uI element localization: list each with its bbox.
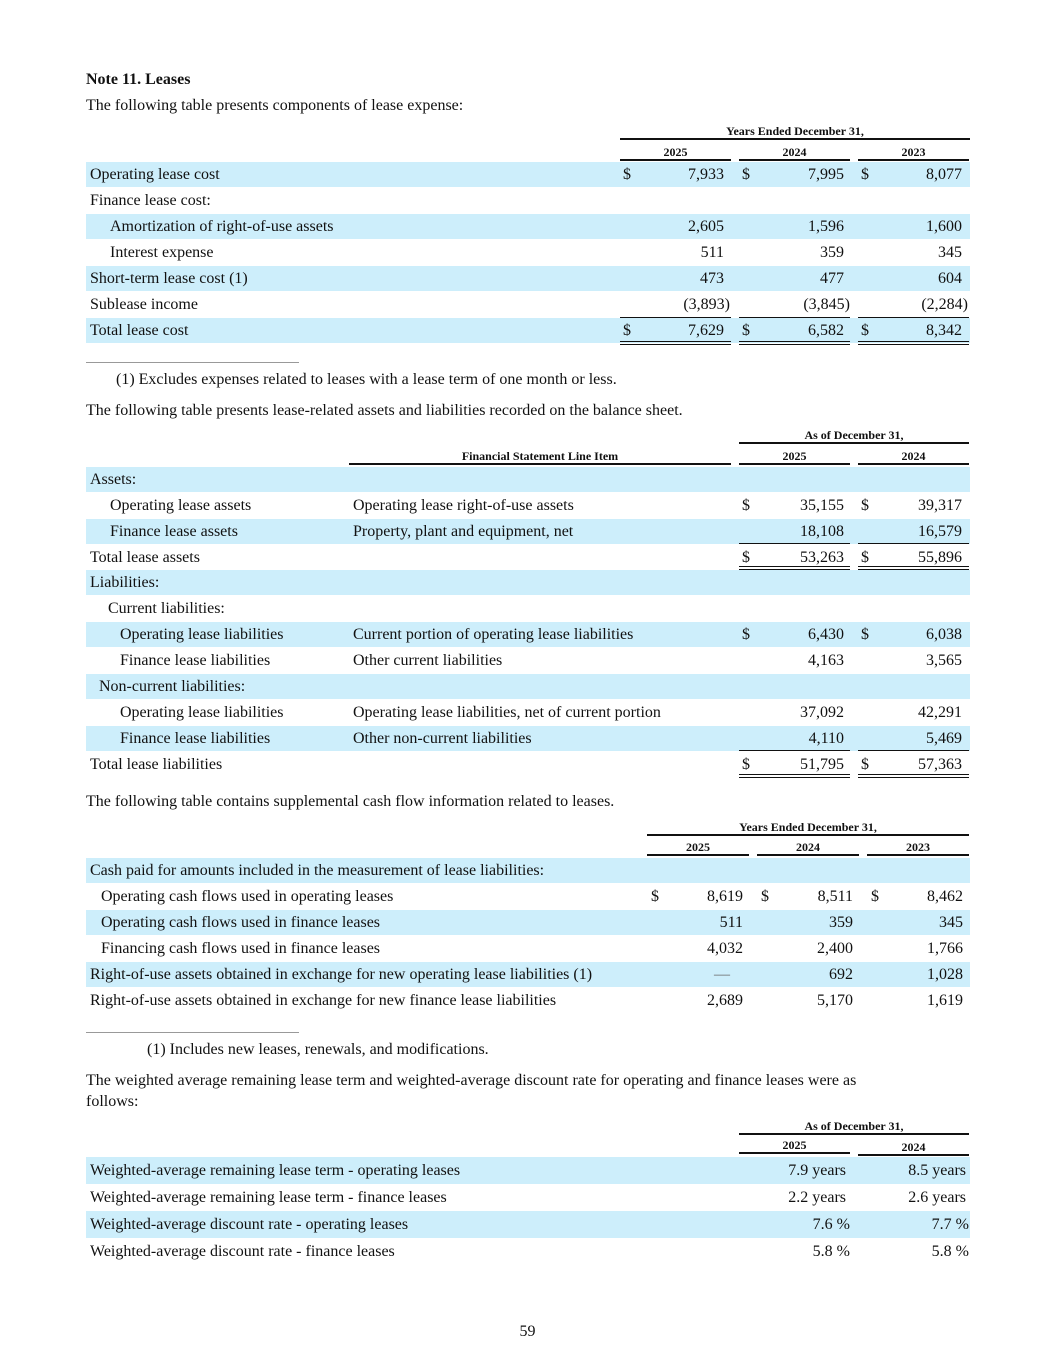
subtotal-rule bbox=[858, 317, 969, 318]
currency-symbol: $ bbox=[651, 888, 659, 905]
table3-value: 2,400 bbox=[817, 940, 853, 957]
table2-line-item: Operating lease liabilities, net of current portion bbox=[353, 704, 661, 721]
currency-symbol: $ bbox=[623, 166, 631, 183]
table1-value: (2,284) bbox=[921, 296, 968, 313]
footnote-rule bbox=[86, 362, 299, 363]
table2-row-label: Total lease assets bbox=[90, 549, 200, 566]
currency-symbol: $ bbox=[861, 626, 869, 643]
note-title: Note 11. Leases bbox=[86, 71, 191, 88]
currency-symbol: $ bbox=[742, 626, 750, 643]
table2-value: 55,896 bbox=[918, 549, 962, 566]
table2-value: 6,038 bbox=[926, 626, 962, 643]
table1-value: 7,933 bbox=[688, 166, 724, 183]
total-double-rule bbox=[858, 566, 969, 570]
table2-value: 18,108 bbox=[800, 523, 844, 540]
table3-value: 2,689 bbox=[707, 992, 743, 1009]
table4-row-label: Weighted-average discount rate - operating leases bbox=[90, 1216, 409, 1233]
currency-symbol: $ bbox=[861, 497, 869, 514]
table3-period-header: Years Ended December 31, bbox=[647, 820, 969, 836]
total-double-rule bbox=[739, 341, 850, 345]
table2-value: 42,291 bbox=[918, 704, 962, 721]
table3-row-label: Right-of-use assets obtained in exchange for new operating lease liabilities (1) bbox=[90, 966, 593, 983]
table2-value: 16,579 bbox=[918, 523, 962, 540]
table1-row-label: Total lease cost bbox=[90, 322, 189, 339]
table1-period-header: Years Ended December 31, bbox=[620, 124, 970, 140]
table3-value: 5,170 bbox=[817, 992, 853, 1009]
currency-symbol: $ bbox=[871, 888, 879, 905]
table2-row-label: Liabilities: bbox=[90, 574, 160, 591]
table2-row-label: Assets: bbox=[90, 471, 137, 488]
table3-row-label: Operating cash flows used in operating leases bbox=[101, 888, 394, 905]
total-double-rule bbox=[739, 566, 850, 570]
table2-value: 4,163 bbox=[808, 652, 844, 669]
table2-period-header: As of December 31, bbox=[739, 428, 969, 444]
table4-row-label: Weighted-average remaining lease term - operating leases bbox=[90, 1162, 461, 1179]
table1-value: 6,582 bbox=[808, 322, 844, 339]
table4-intro-line2: follows: bbox=[86, 1093, 139, 1110]
table1-year-col2: 2024 bbox=[739, 145, 850, 161]
table2-row-label: Operating lease liabilities bbox=[120, 626, 284, 643]
table2-row-label: Finance lease liabilities bbox=[120, 730, 271, 747]
table3-value: 345 bbox=[939, 914, 963, 931]
subtotal-rule bbox=[739, 750, 850, 751]
table1-row-label: Interest expense bbox=[110, 244, 214, 261]
table4-row-label: Weighted-average remaining lease term - finance leases bbox=[90, 1189, 447, 1206]
footnote-rule bbox=[86, 1032, 299, 1033]
currency-symbol: $ bbox=[742, 322, 750, 339]
table4-intro-line1: The weighted average remaining lease term and weighted-average discount rate for operating and finance leases were as bbox=[86, 1072, 857, 1089]
table2-value: 51,795 bbox=[800, 756, 844, 773]
table3-year-col2: 2024 bbox=[757, 840, 859, 856]
total-double-rule bbox=[858, 341, 969, 345]
table3-row-label: Operating cash flows used in finance leases bbox=[101, 914, 381, 931]
table3-row-label: Financing cash flows used in finance leases bbox=[101, 940, 381, 957]
table3-value: 4,032 bbox=[707, 940, 743, 957]
table2-row-label: Operating lease assets bbox=[110, 497, 252, 514]
table2-row-label: Non-current liabilities: bbox=[99, 678, 246, 695]
table2-line-item: Property, plant and equipment, net bbox=[353, 523, 574, 540]
total-double-rule bbox=[858, 774, 969, 778]
table1-year-col3: 2023 bbox=[858, 145, 969, 161]
table2-row-label: Total lease liabilities bbox=[90, 756, 223, 773]
table3-value: 8,511 bbox=[817, 888, 853, 905]
currency-symbol: $ bbox=[861, 549, 869, 566]
currency-symbol: $ bbox=[742, 549, 750, 566]
table4-value: 2.2 years bbox=[788, 1189, 846, 1206]
table2-row-label: Operating lease liabilities bbox=[120, 704, 284, 721]
table4-value: 8.5 years bbox=[908, 1162, 966, 1179]
currency-symbol: $ bbox=[742, 166, 750, 183]
table1-row-label: Finance lease cost: bbox=[90, 192, 211, 209]
table1-value: 1,600 bbox=[926, 218, 962, 235]
table3-value: 1,766 bbox=[927, 940, 963, 957]
currency-symbol: $ bbox=[742, 756, 750, 773]
table1-value: 604 bbox=[938, 270, 962, 287]
table4-year-col2: 2024 bbox=[858, 1140, 969, 1156]
table1-value: 2,605 bbox=[688, 218, 724, 235]
subtotal-rule bbox=[858, 750, 969, 751]
table2-value: 3,565 bbox=[926, 652, 962, 669]
subtotal-rule bbox=[620, 317, 731, 318]
table3-value: 8,462 bbox=[927, 888, 963, 905]
currency-symbol: $ bbox=[861, 166, 869, 183]
table3-value: 1,619 bbox=[927, 992, 963, 1009]
table1-value: 8,342 bbox=[926, 322, 962, 339]
table2-line-item: Other current liabilities bbox=[353, 652, 503, 669]
table2-line-item: Current portion of operating lease liabilities bbox=[353, 626, 634, 643]
table1-footnote: (1) Excludes expenses related to leases with a lease term of one month or less. bbox=[116, 371, 617, 388]
table4-value: 7.6 % bbox=[812, 1216, 850, 1233]
table1-value: 8,077 bbox=[926, 166, 962, 183]
table4-value: 5.8 % bbox=[931, 1243, 969, 1260]
table3-footnote: (1) Includes new leases, renewals, and modifications. bbox=[147, 1041, 489, 1058]
currency-symbol: $ bbox=[742, 497, 750, 514]
total-double-rule bbox=[620, 341, 731, 345]
table2-value: 39,317 bbox=[918, 497, 962, 514]
subtotal-rule bbox=[739, 543, 850, 544]
table2-row-band bbox=[86, 467, 970, 492]
table2-row-label: Finance lease assets bbox=[110, 523, 238, 540]
table3-year-col3: 2023 bbox=[867, 840, 969, 856]
table2-value: 5,469 bbox=[926, 730, 962, 747]
table3-value: 1,028 bbox=[927, 966, 963, 983]
table1-value: (3,845) bbox=[803, 296, 850, 313]
table3-intro: The following table contains supplemental cash flow information related to leases. bbox=[86, 793, 615, 810]
table4-value: 7.9 years bbox=[788, 1162, 846, 1179]
table1-row-label: Operating lease cost bbox=[90, 166, 220, 183]
currency-symbol: $ bbox=[861, 756, 869, 773]
currency-symbol: $ bbox=[861, 322, 869, 339]
table3-value: 692 bbox=[829, 966, 853, 983]
table2-line-item-header: Financial Statement Line Item bbox=[349, 449, 731, 465]
table1-value: 7,629 bbox=[688, 322, 724, 339]
table3-row-label: Right-of-use assets obtained in exchange for new finance lease liabilities bbox=[90, 992, 557, 1009]
table4-value: 5.8 % bbox=[812, 1243, 850, 1260]
table3-value: 8,619 bbox=[707, 888, 743, 905]
table2-value: 57,363 bbox=[918, 756, 962, 773]
table2-row-label: Current liabilities: bbox=[108, 600, 225, 617]
table1-value: 345 bbox=[938, 244, 962, 261]
table3-year-col1: 2025 bbox=[647, 840, 749, 856]
table2-value: 4,110 bbox=[808, 730, 844, 747]
table1-value: 7,995 bbox=[808, 166, 844, 183]
table1-intro: The following table presents components of lease expense: bbox=[86, 97, 464, 114]
table4-row-label: Weighted-average discount rate - finance leases bbox=[90, 1243, 395, 1260]
table2-value: 35,155 bbox=[800, 497, 844, 514]
table2-value: 6,430 bbox=[808, 626, 844, 643]
table2-year-col1: 2025 bbox=[739, 449, 850, 465]
table2-value: 53,263 bbox=[800, 549, 844, 566]
table4-value: 7.7 % bbox=[931, 1216, 969, 1233]
table3-value: — bbox=[714, 966, 730, 983]
table3-value: 359 bbox=[829, 914, 853, 931]
table1-row-label: Sublease income bbox=[90, 296, 198, 313]
table1-year-col1: 2025 bbox=[620, 145, 731, 161]
currency-symbol: $ bbox=[623, 322, 631, 339]
table4-year-col1: 2025 bbox=[739, 1138, 850, 1154]
table1-value: 1,596 bbox=[808, 218, 844, 235]
table4-value: 2.6 years bbox=[908, 1189, 966, 1206]
currency-symbol: $ bbox=[761, 888, 769, 905]
table2-line-item: Other non-current liabilities bbox=[353, 730, 532, 747]
table2-year-col2: 2024 bbox=[858, 449, 969, 465]
page-number: 59 bbox=[519, 1323, 536, 1340]
table4-period-header: As of December 31, bbox=[739, 1119, 969, 1135]
subtotal-rule bbox=[858, 543, 969, 544]
table1-value: 473 bbox=[700, 270, 724, 287]
table1-row-label: Short-term lease cost (1) bbox=[90, 270, 248, 287]
table3-row-label: Cash paid for amounts included in the measurement of lease liabilities: bbox=[90, 862, 545, 879]
table1-value: 359 bbox=[820, 244, 844, 261]
table1-value: 511 bbox=[700, 244, 724, 261]
subtotal-rule bbox=[739, 317, 850, 318]
table2-line-item: Operating lease right-of-use assets bbox=[353, 497, 574, 514]
table2-intro: The following table presents lease-related assets and liabilities recorded on the balance sheet. bbox=[86, 402, 683, 419]
table3-value: 511 bbox=[719, 914, 743, 931]
table1-value: 477 bbox=[820, 270, 844, 287]
table2-row-label: Finance lease liabilities bbox=[120, 652, 271, 669]
table2-row-band bbox=[86, 570, 970, 595]
table1-value: (3,893) bbox=[683, 296, 730, 313]
total-double-rule bbox=[739, 774, 850, 778]
table2-value: 37,092 bbox=[800, 704, 844, 721]
table1-row-label: Amortization of right-of-use assets bbox=[110, 218, 334, 235]
